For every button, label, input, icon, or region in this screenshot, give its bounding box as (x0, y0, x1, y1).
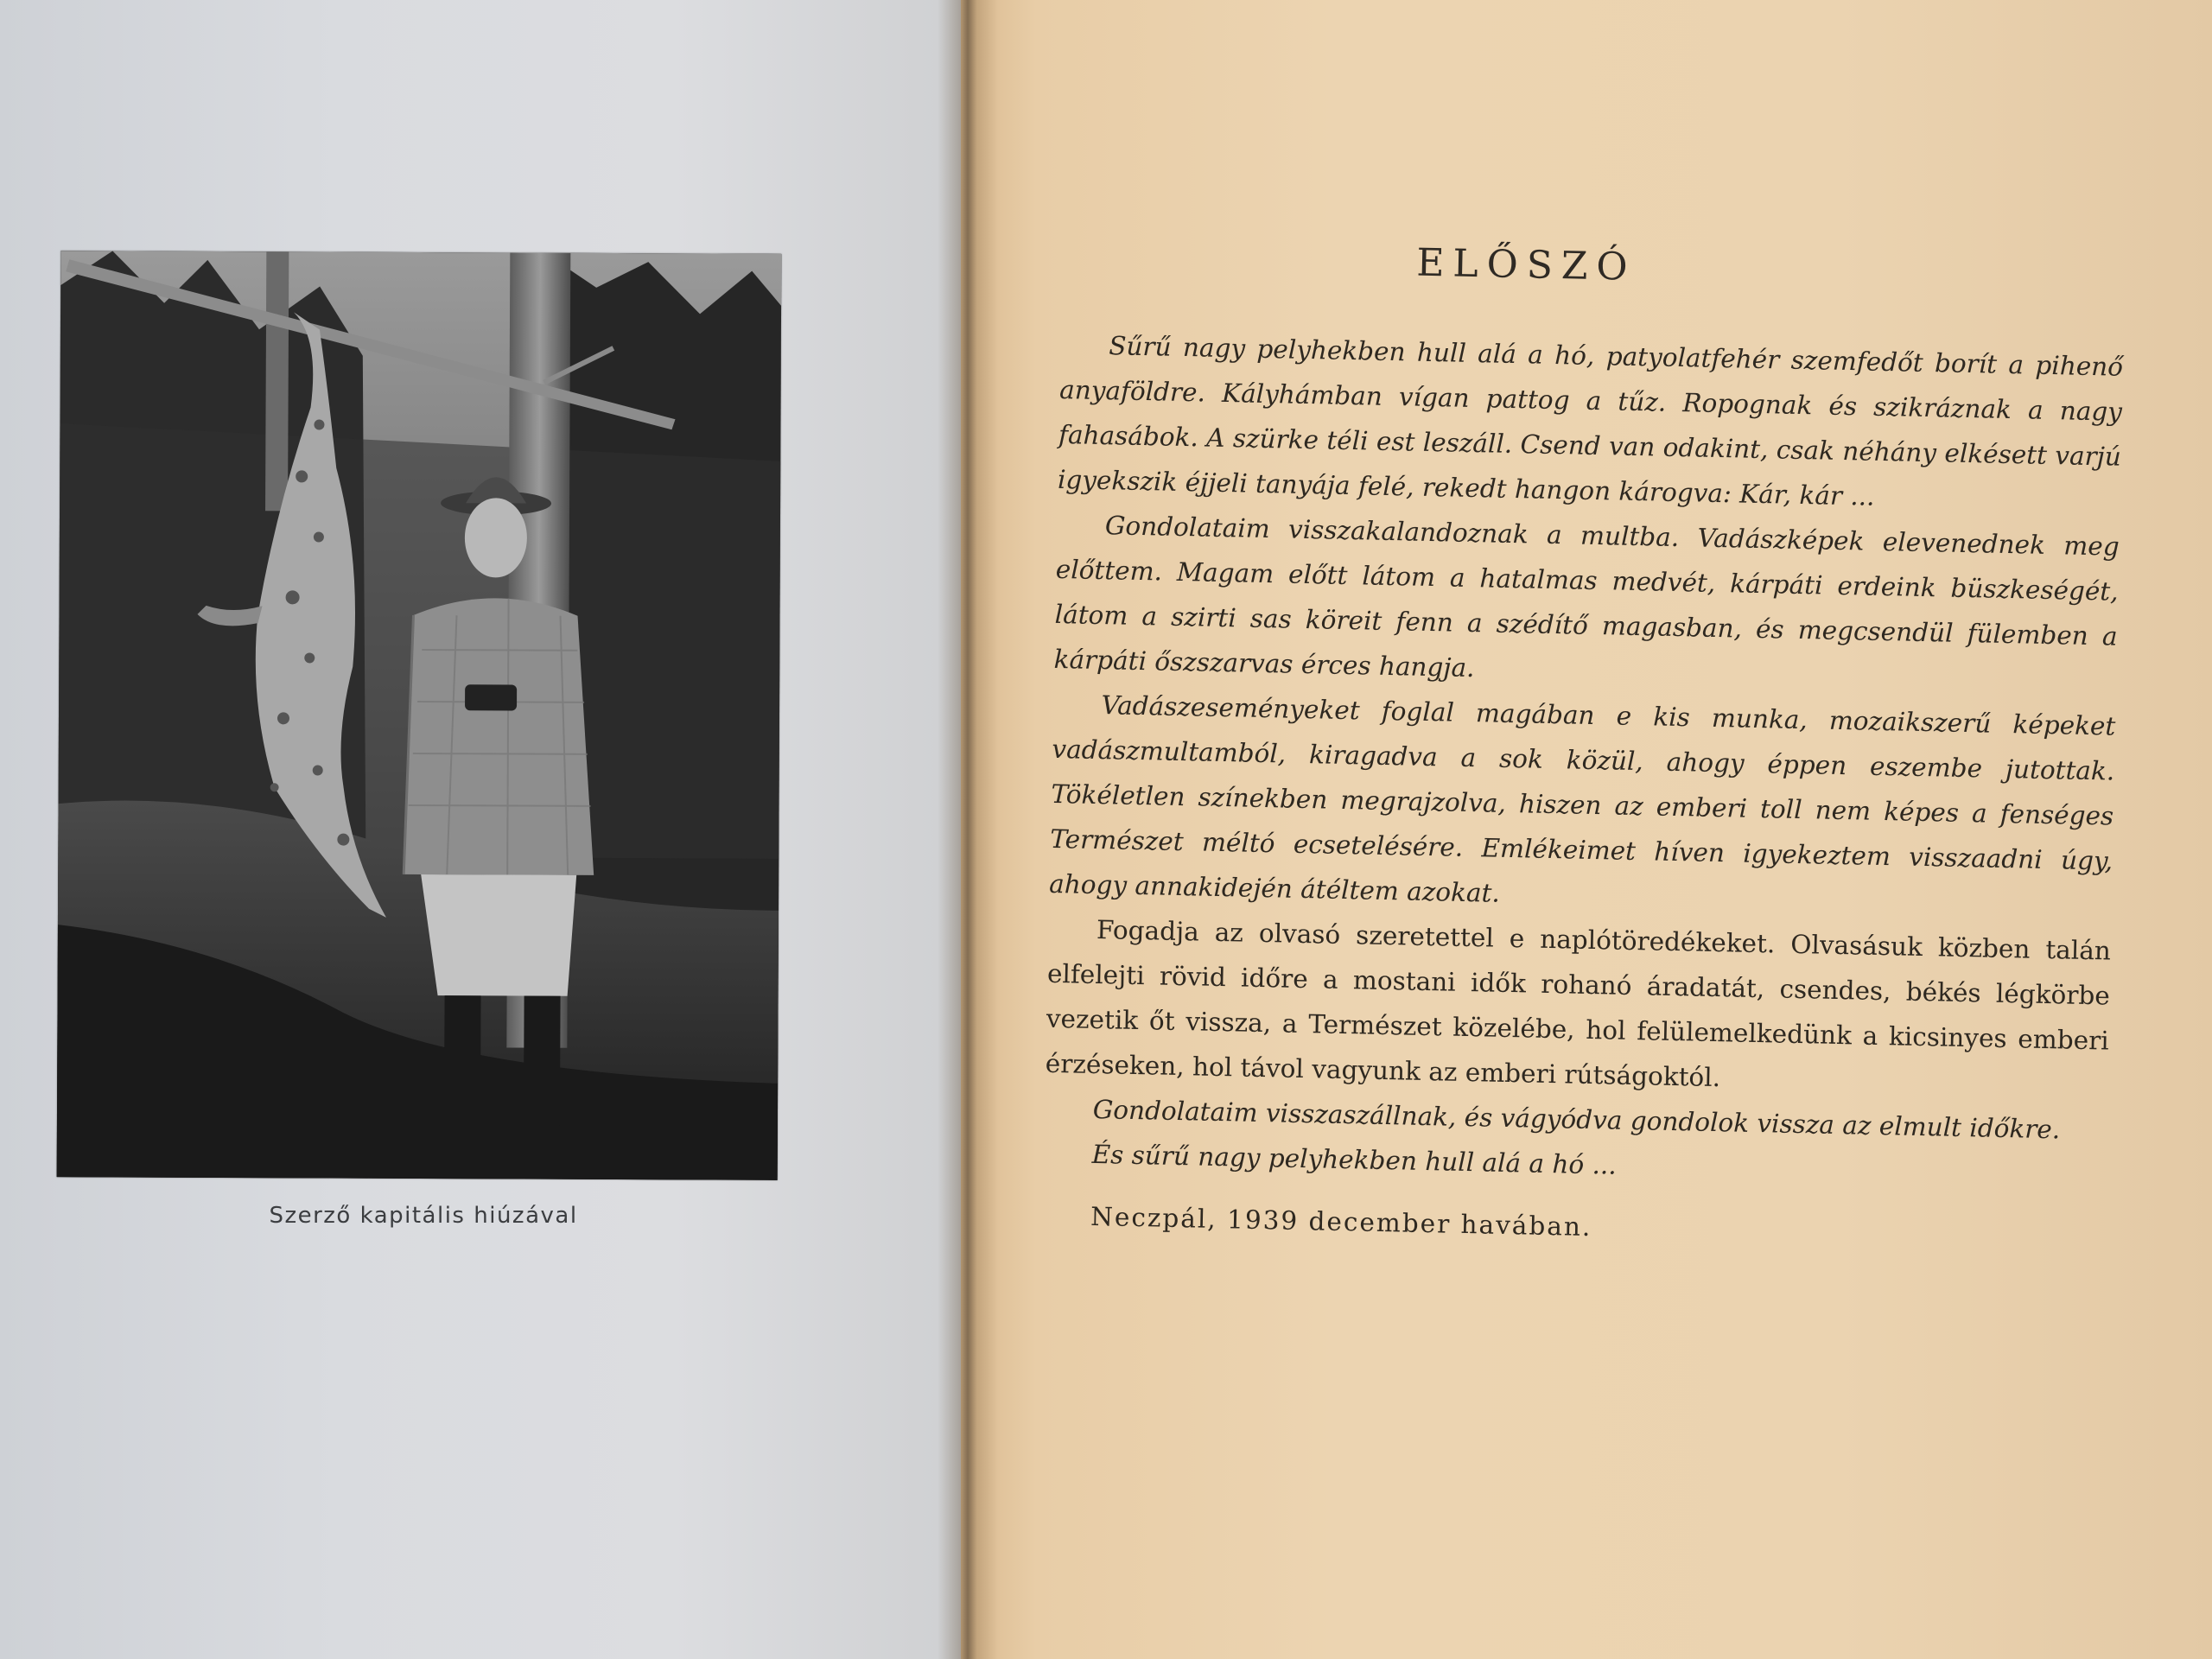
signature-line: Neczpál, 1939 december havában. (1090, 1201, 1592, 1243)
hunter-photo (57, 251, 782, 1180)
preface-paragraph: Fogadja az olvasó szeretettel e naplótöredékeket. Olvasásuk közben talán elfelejti rövid időre a mostani idők rohanó áradatát, csendes, békés légkörbe vezetik őt vissza, a Természet közelébe, hol felülemelkedünk a kicsinyes emberi érzéseken, hol távol vagyunk az emberi rútságoktól. (1045, 915, 2112, 1093)
preface-paragraph: Sűrű nagy pelyhekben hull alá a hó, patyolatfehér szemfedőt borít a pihenő anyaföldre. Kályhámban vígan pattog a tűz. Ropognak és szikráznak a nagy fahasábok. A szürke téli est leszáll. Csend van odakint, csak néhány elkésett varjú igyekszik éjjeli tanyája felé, rekedt hangon károgva: Kár, kár ... (1057, 331, 2124, 512)
photo-caption: Szerző kapitális hiúzával (269, 1203, 578, 1229)
hunter-with-lynx-photo-icon (57, 251, 782, 1180)
left-page (0, 0, 961, 1659)
preface-paragraph: És sűrű nagy pelyhekben hull alá a hó ... (1091, 1139, 1618, 1180)
book-gutter (938, 0, 998, 1659)
preface-paragraph: Vadászeseményeket foglal magában e kis munka, mozaikszerű képeket vadászmultamból, kiragadva a sok közül, ahogy éppen eszembe jutottak. Tökéletlen színekben megrajzolva, hiszen az emberi toll nem képes a fenséges Természet méltó ecsetelésére. Emlékeimet híven igyekeztem visszaadni úgy, ahogy annakidején átéltem azokat. (1048, 690, 2116, 908)
page-title: ELŐSZÓ (1415, 240, 1637, 289)
preface-paragraph: Gondolataim visszaszállnak, és vágyódva gondolok vissza az elmult időkre. (1092, 1094, 2061, 1145)
preface-text (1042, 233, 2126, 1261)
preface-paragraph: Gondolataim visszakalandoznak a multba. Vadászképek elevenednek meg előttem. Magam előtt látom a hatalmas medvét, kárpáti erdeink büszkeségét, látom a szirti sas köreit fenn a szédítő magasban, és megcsendül fülemben a kárpáti őszszarvas érces hangja. (1053, 511, 2120, 683)
